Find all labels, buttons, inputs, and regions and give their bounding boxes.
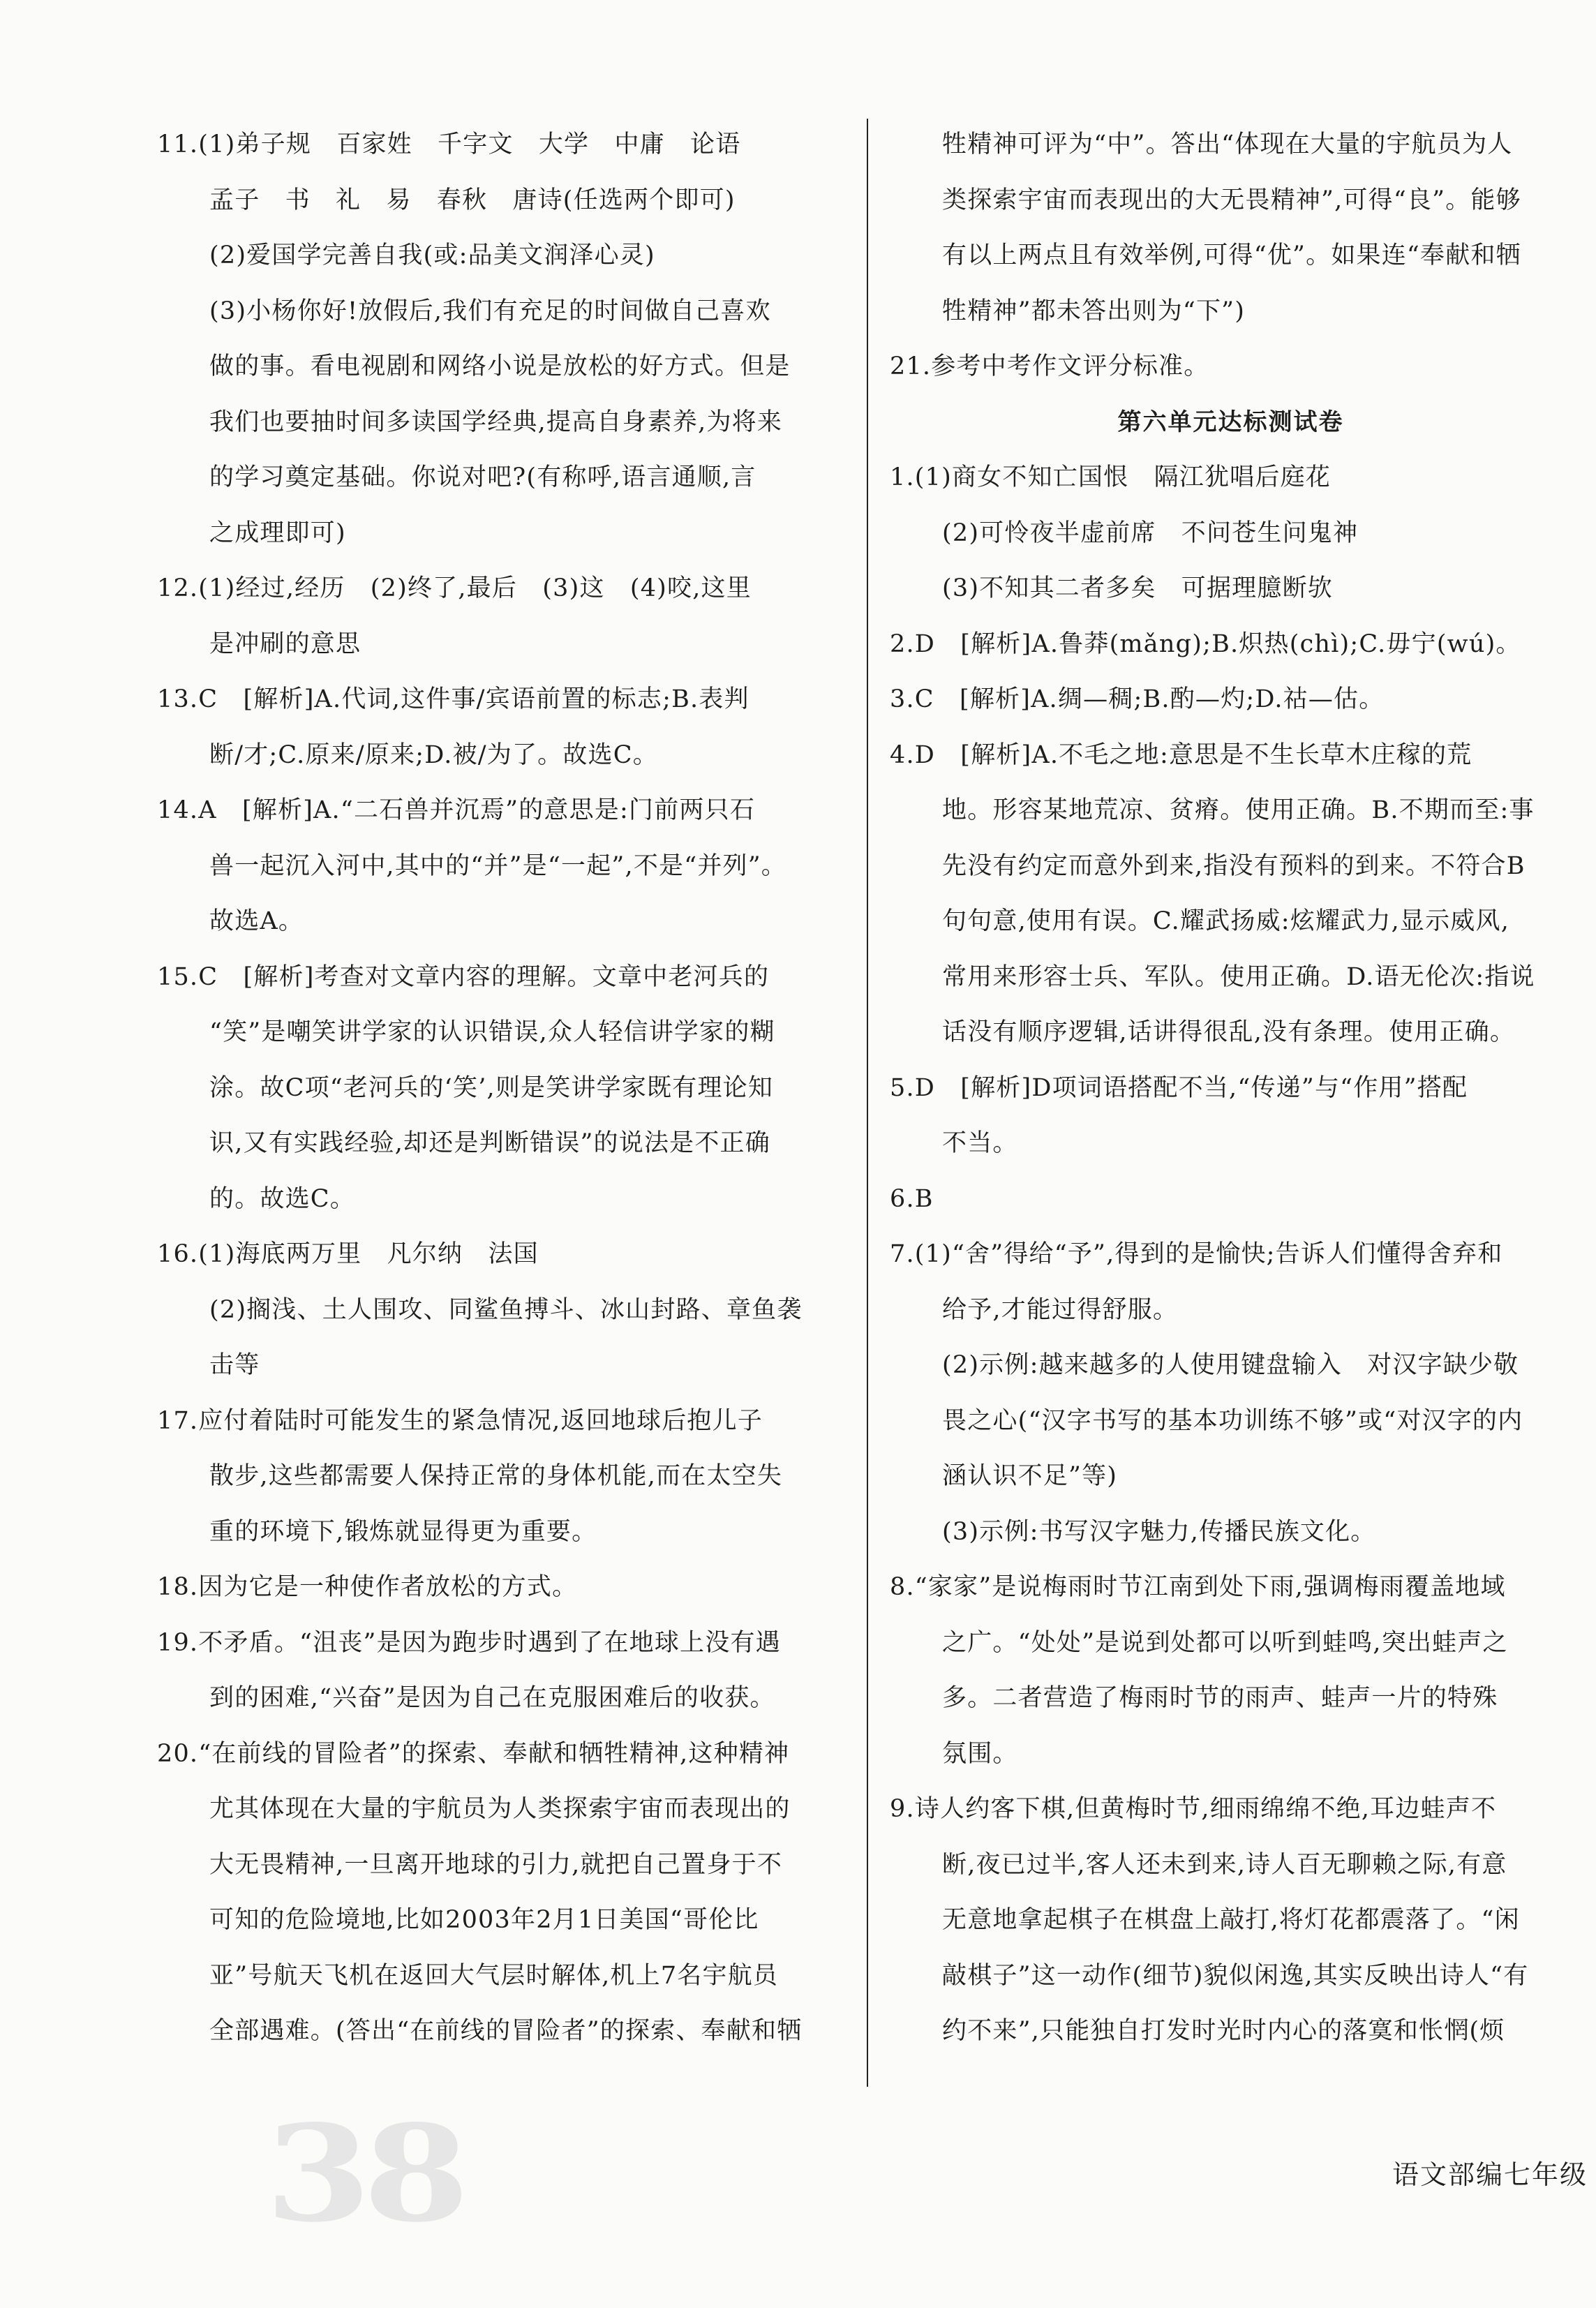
footer-label: 语文部编七年级: [1392, 2159, 1588, 2190]
text-line: 做的事。看电视剧和网络小说是放松的好方式。但是: [209, 352, 791, 380]
column-divider: [867, 119, 868, 2087]
text-line: 涂。故C项“老河兵的‘笑’,则是笑讲学家既有理论知: [209, 1073, 774, 1102]
text-line: 涵认识不足”等): [942, 1462, 1118, 1490]
text-line: 地。形容某地荒凉、贫瘠。使用正确。B.不期而至:事: [942, 796, 1535, 824]
text-line: (2)爱国学完善自我(或:品美文润泽心灵): [209, 241, 655, 269]
text-line: (3)不知其二者多矣 可据理臆断欤: [942, 574, 1333, 602]
text-line: 亚”号航天飞机在返回大气层时解体,机上7名宇航员: [209, 1961, 779, 1990]
text-line: 12.(1)经过,经历 (2)终了,最后 (3)这 (4)咬,这里: [157, 574, 752, 602]
text-line: 断/才;C.原来/原来;D.被/为了。故选C。: [209, 740, 658, 769]
text-line: (2)可怜夜半虚前席 不问苍生问鬼神: [942, 519, 1359, 547]
text-line: 4.D [解析]A.不毛之地:意思是不生长草木庄稼的荒: [890, 740, 1472, 769]
text-line: 的。故选C。: [209, 1184, 355, 1213]
text-line: 先没有约定而意外到来,指没有预料的到来。不符合B: [942, 851, 1526, 880]
text-line: 不当。: [942, 1129, 1018, 1157]
page-number: 38: [265, 2096, 462, 2251]
text-line: 我们也要抽时间多读国学经典,提高自身素养,为将来: [209, 408, 783, 436]
text-line: 无意地拿起棋子在棋盘上敲打,将灯花都震落了。“闲: [942, 1906, 1520, 1934]
text-line: 故选A。: [209, 907, 304, 935]
text-line: 孟子 书 礼 易 春秋 唐诗(任选两个即可): [209, 186, 736, 214]
text-line: 6.B: [890, 1184, 934, 1213]
right-column: [890, 117, 1572, 2060]
text-line: 17.应付着陆时可能发生的紧急情况,返回地球后抱儿子: [157, 1406, 763, 1435]
text-line: 多。二者营造了梅雨时节的雨声、蛙声一片的特殊: [942, 1684, 1498, 1712]
text-line: 21.参考中考作文评分标准。: [890, 352, 1209, 380]
text-line: 20.“在前线的冒险者”的探索、奉献和牺牲精神,这种精神: [157, 1739, 790, 1768]
text-line: 散步,这些都需要人保持正常的身体机能,而在太空失: [209, 1462, 783, 1490]
text-line: 牲精神”都未答出则为“下”): [942, 297, 1246, 325]
text-line: 11.(1)弟子规 百家姓 千字文 大学 中庸 论语: [157, 131, 741, 158]
text-line: 氛围。: [942, 1739, 1018, 1768]
text-line: 1.(1)商女不知亡国恨 隔江犹唱后庭花: [890, 463, 1331, 491]
section-heading: 第六单元达标测试卷: [1117, 408, 1344, 436]
text-line: 常用来形容士兵、军队。使用正确。D.语无伦次:指说: [942, 962, 1535, 991]
text-line: 5.D [解析]D项词语搭配不当,“传递”与“作用”搭配: [890, 1073, 1468, 1102]
text-line: 击等: [209, 1351, 260, 1379]
text-line: 7.(1)“舍”得给“予”,得到的是愉快;告诉人们懂得舍弃和: [890, 1240, 1503, 1268]
text-line: 可知的危险境地,比如2003年2月1日美国“哥伦比: [209, 1906, 759, 1934]
text-line: 19.不矛盾。“沮丧”是因为跑步时遇到了在地球上没有遇: [157, 1628, 781, 1657]
text-line: 13.C [解析]A.代词,这件事/宾语前置的标志;B.表判: [157, 685, 749, 713]
text-line: 之成理即可): [209, 519, 346, 547]
text-line: 8.“家家”是说梅雨时节江南到处下雨,强调梅雨覆盖地域: [890, 1573, 1506, 1601]
text-line: (3)小杨你好!放假后,我们有充足的时间做自己喜欢: [209, 297, 771, 325]
text-line: (2)搁浅、土人围攻、同鲨鱼搏斗、冰山封路、章鱼袭: [209, 1295, 803, 1324]
text-line: 兽一起沉入河中,其中的“并”是“一起”,不是“并列”。: [209, 851, 787, 880]
text-line: 类探索宇宙而表现出的大无畏精神”,可得“良”。能够: [942, 186, 1521, 214]
text-line: 到的困难,“兴奋”是因为自己在克服困难后的收获。: [209, 1684, 775, 1712]
text-line: 重的环境下,锻炼就显得更为重要。: [209, 1517, 597, 1546]
left-column: [157, 117, 848, 2060]
text-line: 话没有顺序逻辑,话讲得很乱,没有条理。使用正确。: [942, 1018, 1516, 1046]
text-line: 18.因为它是一种使作者放松的方式。: [157, 1573, 578, 1601]
text-line: 牲精神可评为“中”。答出“体现在大量的宇航员为人: [942, 131, 1513, 158]
text-line: 的学习奠定基础。你说对吧?(有称呼,语言通顺,言: [209, 463, 756, 491]
text-line: 9.诗人约客下棋,但黄梅时节,细雨绵绵不绝,耳边蛙声不: [890, 1795, 1497, 1823]
text-line: 是冲刷的意思: [209, 630, 361, 658]
text-line: 大无畏精神,一旦离开地球的引力,就把自己置身于不: [209, 1850, 783, 1879]
text-line: 之广。“处处”是说到处都可以听到蛙鸣,突出蛙声之: [942, 1628, 1508, 1657]
text-line: 全部遇难。(答出“在前线的冒险者”的探索、奉献和牺: [209, 2017, 803, 2045]
text-line: 14.A [解析]A.“二石兽并沉焉”的意思是:门前两只石: [157, 796, 756, 824]
text-line: 敲棋子”这一动作(细节)貌似闲逸,其实反映出诗人“有: [942, 1961, 1529, 1990]
text-line: 3.C [解析]A.绸—稠;B.酌—灼;D.祜—估。: [890, 685, 1385, 713]
text-line: 识,又有实践经验,却还是判断错误”的说法是不正确: [209, 1129, 770, 1157]
text-line: 有以上两点且有效举例,可得“优”。如果连“奉献和牺: [942, 241, 1521, 269]
text-line: 尤其体现在大量的宇航员为人类探索宇宙而表现出的: [209, 1795, 791, 1823]
text-line: 2.D [解析]A.鲁莽(mǎng);B.炽热(chì);C.毋宁(wú)。: [890, 630, 1521, 658]
text-line: 断,夜已过半,客人还未到来,诗人百无聊赖之际,有意: [942, 1850, 1507, 1879]
text-line: 约不来”,只能独自打发时光时内心的落寞和怅惘(烦: [942, 2017, 1505, 2045]
text-line: 句句意,使用有误。C.耀武扬威:炫耀武力,显示威风,: [942, 907, 1510, 935]
text-line: (3)示例:书写汉字魅力,传播民族文化。: [942, 1517, 1376, 1546]
text-line: 畏之心(“汉字书写的基本功训练不够”或“对汉字的内: [942, 1406, 1523, 1435]
text-line: “笑”是嘲笑讲学家的认识错误,众人轻信讲学家的糊: [209, 1018, 775, 1046]
text-line: 16.(1)海底两万里 凡尔纳 法国: [157, 1240, 539, 1268]
text-line: 15.C [解析]考查对文章内容的理解。文章中老河兵的: [157, 962, 770, 991]
text-line: 给予,才能过得舒服。: [942, 1295, 1179, 1324]
text-line: (2)示例:越来越多的人使用键盘输入 对汉字缺少敬: [942, 1351, 1519, 1379]
